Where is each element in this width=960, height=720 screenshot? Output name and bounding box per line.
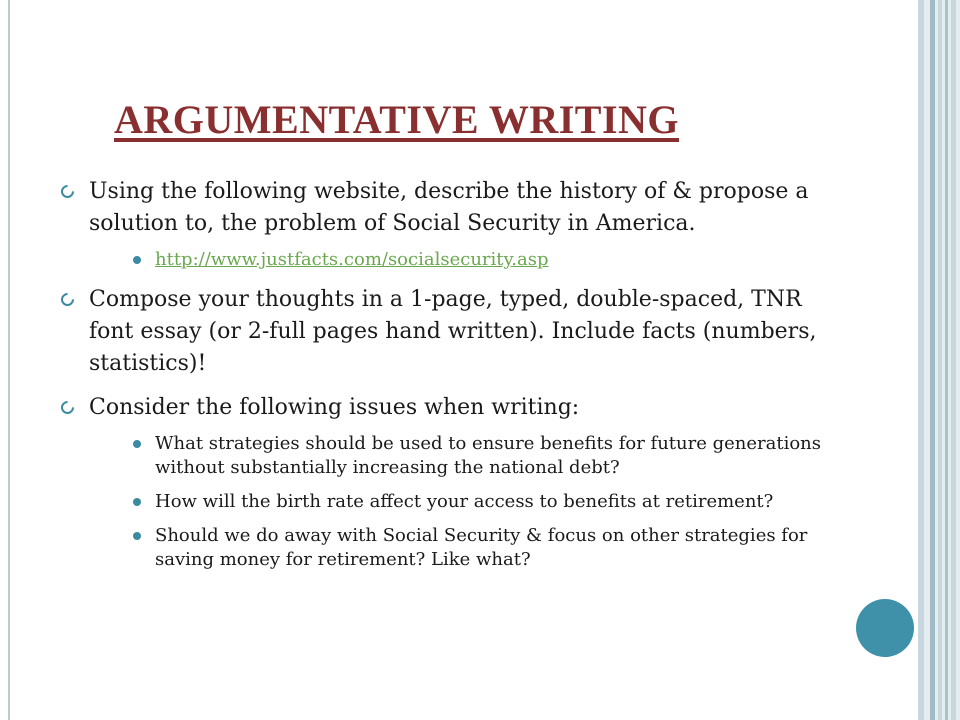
sub-bullet-item bbox=[89, 524, 850, 572]
bullet-text: Consider the following issues when writing: bbox=[89, 395, 580, 420]
bullet-dot-icon bbox=[133, 532, 141, 540]
frame-band bbox=[918, 0, 924, 720]
bullet-text: Using the following website, describe the history of & propose a solution to, the problem of Social Security in America. bbox=[89, 179, 809, 236]
left-border-line bbox=[8, 0, 10, 720]
frame-band bbox=[930, 0, 935, 720]
bullet-marker-icon bbox=[58, 290, 76, 308]
bullet-marker-icon bbox=[58, 398, 76, 416]
bullet-website-task bbox=[60, 176, 850, 272]
bullet-consider-issues bbox=[60, 392, 850, 572]
sub-bullet-text: Should we do away with Social Security & focus on other strategies for saving money for retirement? Like what? bbox=[155, 525, 808, 570]
bullet-text: Compose your thoughts in a 1-page, typed, double-spaced, TNR font essay (or 2-full pages hand written). Include facts (numbers, statistics)! bbox=[89, 287, 817, 376]
slide-title: ARGUMENTATIVE WRITING bbox=[114, 97, 680, 142]
frame-band bbox=[951, 0, 956, 720]
sub-bullet-item bbox=[89, 490, 850, 514]
sub-bullet-text: How will the birth rate affect your access to benefits at retirement? bbox=[155, 491, 774, 512]
frame-band bbox=[945, 0, 948, 720]
bullet-marker-icon bbox=[58, 182, 76, 200]
bullet-dot-icon bbox=[133, 256, 141, 264]
bullet-compose-essay bbox=[60, 284, 850, 380]
bullet-dot-icon bbox=[133, 440, 141, 448]
sub-bullet-item bbox=[89, 432, 850, 480]
frame-band bbox=[938, 0, 942, 720]
right-decorative-frame bbox=[918, 0, 960, 720]
bullet-dot-icon bbox=[133, 498, 141, 506]
sub-bullet-list bbox=[89, 432, 850, 572]
justfacts-link[interactable]: http://www.justfacts.com/socialsecurity.asp bbox=[155, 249, 549, 270]
sub-bullet-text: What strategies should be used to ensure benefits for future generations without substantially increasing the national debt? bbox=[155, 433, 822, 478]
slide-content bbox=[60, 176, 850, 584]
sub-bullet-link bbox=[89, 248, 850, 272]
accent-circle bbox=[856, 599, 914, 657]
sub-bullet-list bbox=[89, 248, 850, 272]
